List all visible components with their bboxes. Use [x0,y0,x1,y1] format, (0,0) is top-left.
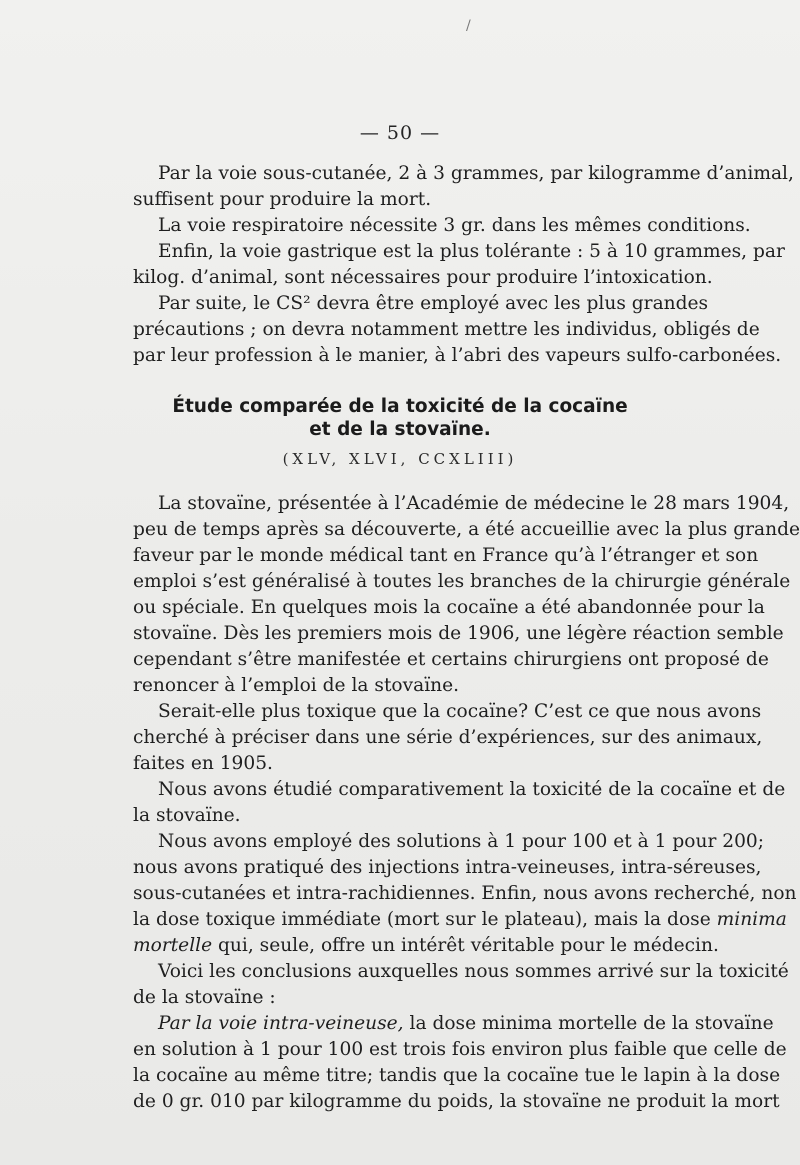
text-line: de 0 gr. 010 par kilogramme du poids, la stovaïne ne produit la mort [133,1091,780,1112]
text-line: faveur par le monde médical tant en France qu’à l’étranger et son [133,545,759,566]
margin-mark: / [466,18,471,34]
text-line: suffisent pour produire la mort. [133,189,432,210]
page-number: — 50 — [359,122,441,144]
text-line: Serait-elle plus toxique que la cocaïne? C’est ce que nous avons [158,701,762,722]
text-line: cherché à préciser dans une série d’expériences, sur des animaux, [133,727,763,748]
section-heading: Étude comparée de la toxicité de la cocaïne [172,396,628,417]
text-segment: la dose toxique immédiate (mort sur le plateau), mais la dose [133,909,711,930]
text-line: Voici les conclusions auxquelles nous sommes arrivé sur la toxicité [158,961,789,982]
text-line: sous-cutanées et intra-rachidiennes. Enfin, nous avons recherché, non [133,883,797,904]
text-line: la stovaïne. [133,805,241,826]
text-line [133,908,787,932]
text-line: cependant s’être manifestée et certains chirurgiens ont proposé de [133,649,769,670]
text-line: peu de temps après sa découverte, a été accueillie avec la plus grande [133,519,800,540]
references: (XLV, XLVI, CCXLIII) [282,450,518,468]
text-line: La stovaïne, présentée à l’Académie de médecine le 28 mars 1904, [158,493,790,514]
text-line: renoncer à l’emploi de la stovaïne. [133,675,460,696]
emphasis-text: minima [716,909,787,930]
text-line [158,1012,774,1036]
text-line: par leur profession à le manier, à l’abri des vapeurs sulfo-carbonées. [133,345,782,366]
text-line: en solution à 1 pour 100 est trois fois environ plus faible que celle de [133,1039,787,1060]
text-line: Enfin, la voie gastrique est la plus tolérante : 5 à 10 grammes, par [158,241,785,262]
text-line: Par suite, le CS² devra être employé avec les plus grandes [158,293,709,314]
text-line: précautions ; on devra notamment mettre les individus, obligés de [133,319,760,340]
emphasis-text: mortelle [133,935,213,956]
text-line: stovaïne. Dès les premiers mois de 1906, une légère réaction semble [133,623,784,644]
text-line: de la stovaïne : [133,987,276,1008]
text-line: nous avons pratiqué des injections intra-veineuses, intra-séreuses, [133,857,762,878]
text-line: Par la voie sous-cutanée, 2 à 3 grammes, par kilogramme d’animal, [158,163,794,184]
text-line: La voie respiratoire nécessite 3 gr. dans les mêmes conditions. [158,215,751,236]
text-line: kilog. d’animal, sont nécessaires pour produire l’intoxication. [133,267,713,288]
text-line: Nous avons employé des solutions à 1 pour 100 et à 1 pour 200; [158,831,765,852]
text-line: Nous avons étudié comparativement la toxicité de la cocaïne et de [158,779,786,800]
text-line: emploi s’est généralisé à toutes les branches de la chirurgie générale [133,571,791,592]
section-heading-continued: et de la stovaïne. [309,419,491,440]
text-segment: qui, seule, offre un intérêt véritable pour le médecin. [218,935,719,956]
text-line: ou spéciale. En quelques mois la cocaïne a été abandonnée pour la [133,597,765,618]
text-line: la cocaïne au même titre; tandis que la cocaïne tue le lapin à la dose [133,1065,781,1086]
text-line [133,934,719,958]
text-line: faites en 1905. [133,753,273,774]
emphasis-text: Par la voie intra-veineuse, [158,1013,404,1034]
text-segment: la dose minima mortelle de la stovaïne [409,1013,774,1034]
